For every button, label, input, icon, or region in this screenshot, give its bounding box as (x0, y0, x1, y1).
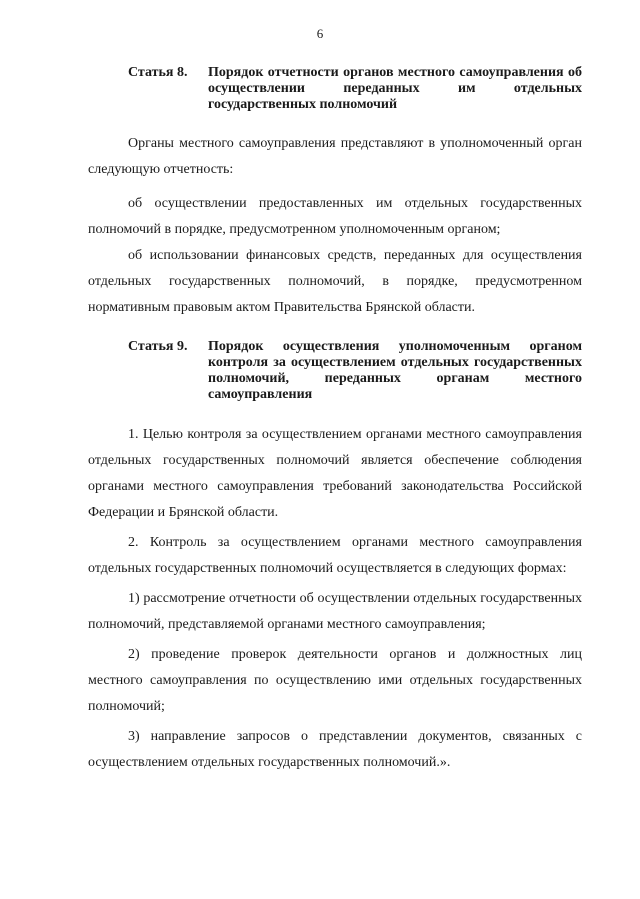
article-9-title: Порядок осуществления уполномоченным органом контроля за осуществлением отдельных государственных полномочий, переданных органам местного самоуправления (208, 339, 582, 402)
article-9-paragraph: 2) проведение проверок деятельности органов и должностных лиц местного самоуправления по осуществлению ими отдельных государственных полномочий; (88, 647, 582, 714)
article-8-paragraph: Органы местного самоуправления представляют в уполномоченный орган следующую отчетность: (88, 136, 582, 177)
article-9-heading (128, 339, 582, 403)
article-9-label: Статья 9. (128, 339, 188, 354)
page-number: 6 (316, 26, 324, 41)
article-8-paragraph: об осуществлении предоставленных им отдельных государственных полномочий в порядке, предусмотренном уполномоченным органом; (88, 196, 582, 237)
article-9-paragraph: 3) направление запросов о представлении документов, связанных с осуществлением отдельных государственных полномочий.». (88, 729, 582, 770)
article-9-paragraph: 1. Целью контроля за осуществлением органами местного самоуправления отдельных государственных полномочий является обеспечение соблюдения органами местного самоуправления требований законодательства Российской Федерации и Брянской области. (88, 427, 582, 520)
article-9-paragraph: 1) рассмотрение отчетности об осуществлении отдельных государственных полномочий, представляемой органами местного самоуправления; (88, 591, 582, 632)
article-8-label: Статья 8. (128, 65, 188, 80)
article-8-paragraph: об использовании финансовых средств, переданных для осуществления отдельных государственных полномочий, в порядке, предусмотренном нормативным правовым актом Правительства Брянской области. (88, 248, 582, 315)
article-8-title: Порядок отчетности органов местного самоуправления об осуществлении переданных им отдельных государственных полномочий (208, 65, 582, 112)
article-9-paragraph: 2. Контроль за осуществлением органами местного самоуправления отдельных государственных полномочий осуществляется в следующих формах: (88, 535, 582, 576)
article-9-body (88, 422, 582, 776)
article-8-heading (128, 65, 582, 113)
article-8-body (88, 131, 582, 321)
